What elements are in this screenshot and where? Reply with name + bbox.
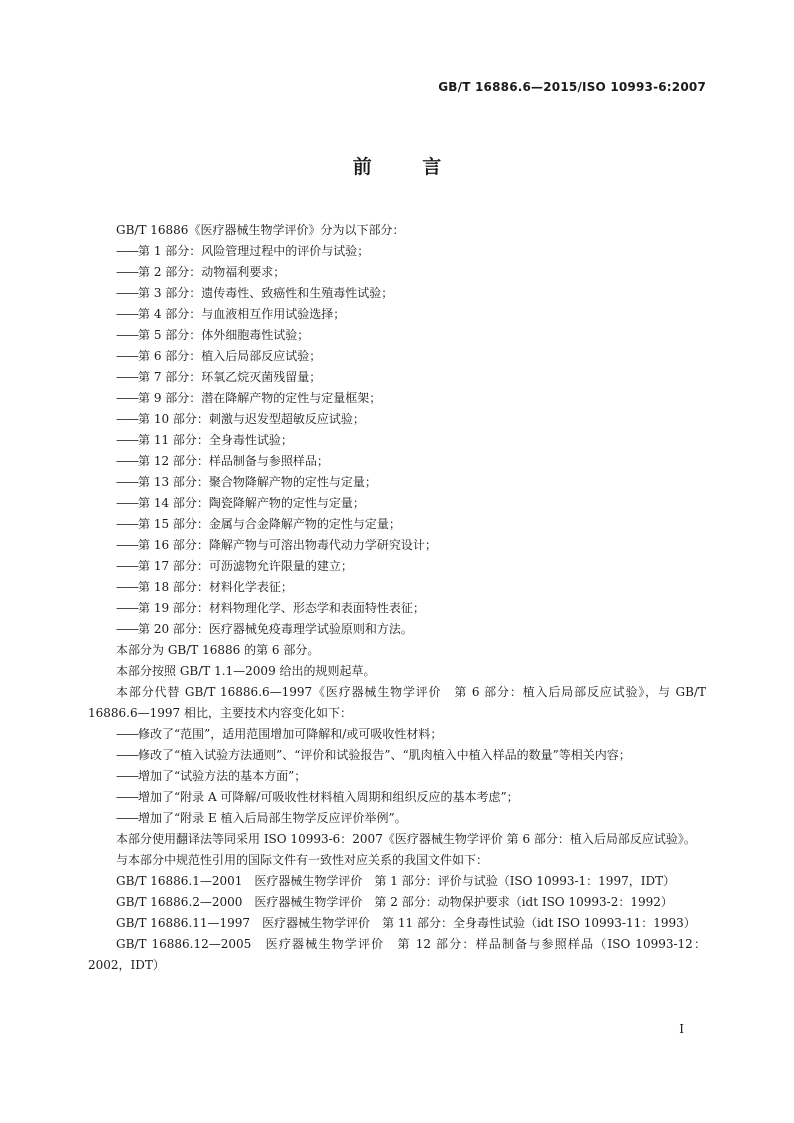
- change-item: —— 增加了“试验方法的基本方面”；: [88, 766, 706, 787]
- part-item: —— 第 7 部分：环氧乙烷灭菌残留量；: [88, 367, 706, 388]
- references-list: [88, 871, 706, 976]
- page-number: I: [679, 1022, 684, 1036]
- foreword-body: [88, 220, 706, 976]
- part-item: —— 第 15 部分：金属与合金降解产物的定性与定量；: [88, 514, 706, 535]
- part-item: —— 第 14 部分：陶瓷降解产物的定性与定量；: [88, 493, 706, 514]
- page-title: 前 言: [352, 156, 464, 178]
- change-item: —— 修改了“植入试验方法通则”、“评价和试验报告”、“肌肉植入中植入样品的数量”等相关内容；: [88, 745, 706, 766]
- statement-correspondence: 与本部分中规范性引用的国际文件有一致性对应关系的我国文件如下：: [116, 853, 489, 867]
- change-item: —— 增加了“附录 A 可降解/可吸收性材料植入周期和组织反应的基本考虑”；: [88, 787, 706, 808]
- change-item: —— 修改了“范围”，适用范围增加可降解和/或可吸收性材料；: [88, 724, 706, 745]
- part-item: —— 第 16 部分：降解产物与可溶出物毒代动力学研究设计；: [88, 535, 706, 556]
- reference-item: GB/T 16886.11—1997 医疗器械生物学评价 第 11 部分：全身毒性试验（idt ISO 10993-11：1993）: [116, 916, 696, 930]
- change-item: —— 增加了“附录 E 植入后局部生物学反应评价举例”。: [88, 808, 706, 829]
- reference-item: GB/T 16886.12—2005 医疗器械生物学评价 第 12 部分：样品制备与参照样品（ISO 10993-12：2002，IDT）: [88, 937, 706, 972]
- statement-rules: 本部分按照 GB/T 1.1—2009 给出的规则起草。: [116, 664, 376, 678]
- part-item: —— 第 20 部分：医疗器械免疫毒理学试验原则和方法。: [88, 619, 706, 640]
- part-item: —— 第 3 部分：遗传毒性、致癌性和生殖毒性试验；: [88, 283, 706, 304]
- changes-list: [88, 724, 706, 829]
- statement-replace: 本部分代替 GB/T 16886.6—1997《医疗器械生物学评价 第 6 部分：植入后局部反应试验》，与 GB/T 16886.6—1997 相比，主要技术内容变化如下：: [88, 685, 706, 720]
- reference-item: GB/T 16886.1—2001 医疗器械生物学评价 第 1 部分：评价与试验（ISO 10993-1：1997，IDT）: [116, 874, 676, 888]
- statement-translation: 本部分使用翻译法等同采用 ISO 10993-6：2007《医疗器械生物学评价 第 6 部分：植入后局部反应试验》。: [116, 832, 696, 846]
- statement-part: 本部分为 GB/T 16886 的第 6 部分。: [116, 643, 320, 657]
- part-item: —— 第 17 部分：可沥滤物允许限量的建立；: [88, 556, 706, 577]
- part-item: —— 第 4 部分：与血液相互作用试验选择；: [88, 304, 706, 325]
- part-item: —— 第 5 部分：体外细胞毒性试验；: [88, 325, 706, 346]
- part-item: —— 第 18 部分：材料化学表征；: [88, 577, 706, 598]
- part-item: —— 第 10 部分：刺激与迟发型超敏反应试验；: [88, 409, 706, 430]
- part-item: —— 第 2 部分：动物福利要求；: [88, 262, 706, 283]
- part-item: —— 第 11 部分：全身毒性试验；: [88, 430, 706, 451]
- part-item: —— 第 1 部分：风险管理过程中的评价与试验；: [88, 241, 706, 262]
- reference-item: GB/T 16886.2—2000 医疗器械生物学评价 第 2 部分：动物保护要求（idt ISO 10993-2：1992）: [116, 895, 673, 909]
- part-item: —— 第 13 部分：聚合物降解产物的定性与定量；: [88, 472, 706, 493]
- parts-list: [88, 241, 706, 640]
- part-item: —— 第 9 部分：潜在降解产物的定性与定量框架；: [88, 388, 706, 409]
- intro-paragraph: GB/T 16886《医疗器械生物学评价》分为以下部分：: [116, 223, 405, 237]
- part-item: —— 第 6 部分：植入后局部反应试验；: [88, 346, 706, 367]
- part-item: —— 第 12 部分：样品制备与参照样品；: [88, 451, 706, 472]
- standard-code-header: GB/T 16886.6—2015/ISO 10993-6:2007: [438, 80, 706, 94]
- part-item: —— 第 19 部分：材料物理化学、形态学和表面特性表征；: [88, 598, 706, 619]
